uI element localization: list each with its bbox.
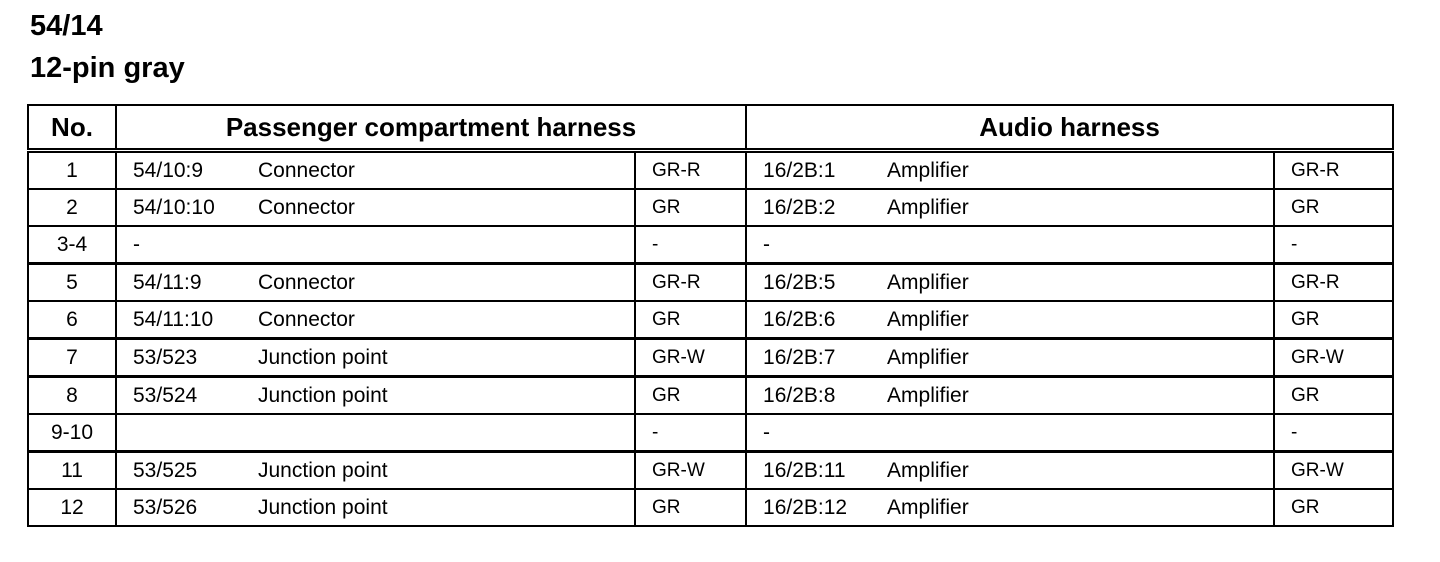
passenger-wire-color: GR [635, 189, 746, 226]
passenger-description: Junction point [258, 452, 635, 490]
passenger-code: - [116, 226, 258, 264]
table-row [28, 151, 1393, 190]
audio-code: 16/2B:12 [746, 489, 887, 526]
passenger-code: 54/10:9 [116, 151, 258, 190]
audio-code: 16/2B:11 [746, 452, 887, 490]
passenger-description: Junction point [258, 489, 635, 526]
audio-description: Amplifier [887, 301, 1274, 339]
audio-code: 16/2B:8 [746, 377, 887, 415]
audio-description: Amplifier [887, 264, 1274, 302]
table-row [28, 489, 1393, 526]
table-row [28, 339, 1393, 377]
audio-code: - [746, 414, 887, 452]
audio-description: Amplifier [887, 339, 1274, 377]
passenger-description [258, 226, 635, 264]
passenger-code: 53/524 [116, 377, 258, 415]
passenger-wire-color: GR [635, 489, 746, 526]
column-header-no: No. [28, 105, 116, 151]
audio-wire-color: GR-W [1274, 452, 1393, 490]
passenger-description: Connector [258, 151, 635, 190]
audio-code: 16/2B:1 [746, 151, 887, 190]
table-row [28, 301, 1393, 339]
pin-number: 7 [28, 339, 116, 377]
pin-number: 5 [28, 264, 116, 302]
passenger-code: 54/10:10 [116, 189, 258, 226]
table-row [28, 226, 1393, 264]
pinout-table [27, 104, 1394, 527]
table-row [28, 189, 1393, 226]
audio-description [887, 414, 1274, 452]
connector-description: 12-pin gray [30, 52, 185, 84]
passenger-code: 53/525 [116, 452, 258, 490]
pin-number: 11 [28, 452, 116, 490]
table-row [28, 377, 1393, 415]
pin-number: 1 [28, 151, 116, 190]
audio-wire-color: GR [1274, 301, 1393, 339]
passenger-description: Connector [258, 264, 635, 302]
audio-description: Amplifier [887, 489, 1274, 526]
audio-wire-color: GR-R [1274, 151, 1393, 190]
passenger-code [116, 414, 258, 452]
passenger-description: Connector [258, 301, 635, 339]
pin-number: 12 [28, 489, 116, 526]
audio-description: Amplifier [887, 377, 1274, 415]
audio-description: Amplifier [887, 151, 1274, 190]
audio-description [887, 226, 1274, 264]
pin-number: 2 [28, 189, 116, 226]
table-row [28, 414, 1393, 452]
audio-code: - [746, 226, 887, 264]
passenger-wire-color: - [635, 226, 746, 264]
passenger-description: Junction point [258, 377, 635, 415]
column-header-audio-harness: Audio harness [746, 105, 1393, 151]
audio-code: 16/2B:5 [746, 264, 887, 302]
passenger-wire-color: - [635, 414, 746, 452]
pin-number: 3-4 [28, 226, 116, 264]
passenger-description [258, 414, 635, 452]
passenger-code: 53/523 [116, 339, 258, 377]
pin-number: 9-10 [28, 414, 116, 452]
passenger-code: 53/526 [116, 489, 258, 526]
passenger-description: Junction point [258, 339, 635, 377]
audio-description: Amplifier [887, 452, 1274, 490]
passenger-wire-color: GR-W [635, 339, 746, 377]
audio-wire-color: - [1274, 226, 1393, 264]
connector-id-title: 54/14 [30, 10, 103, 42]
column-header-passenger-harness: Passenger compartment harness [116, 105, 746, 151]
pin-number: 8 [28, 377, 116, 415]
passenger-wire-color: GR-R [635, 151, 746, 190]
audio-wire-color: GR [1274, 189, 1393, 226]
passenger-description: Connector [258, 189, 635, 226]
audio-wire-color: GR [1274, 489, 1393, 526]
passenger-code: 54/11:10 [116, 301, 258, 339]
table-body [28, 151, 1393, 527]
pin-number: 6 [28, 301, 116, 339]
table-row [28, 264, 1393, 302]
passenger-wire-color: GR [635, 301, 746, 339]
table-header-row [28, 105, 1393, 151]
audio-code: 16/2B:6 [746, 301, 887, 339]
audio-code: 16/2B:2 [746, 189, 887, 226]
audio-code: 16/2B:7 [746, 339, 887, 377]
audio-wire-color: GR [1274, 377, 1393, 415]
audio-description: Amplifier [887, 189, 1274, 226]
passenger-code: 54/11:9 [116, 264, 258, 302]
audio-wire-color: GR-W [1274, 339, 1393, 377]
audio-wire-color: GR-R [1274, 264, 1393, 302]
passenger-wire-color: GR [635, 377, 746, 415]
audio-wire-color: - [1274, 414, 1393, 452]
passenger-wire-color: GR-R [635, 264, 746, 302]
passenger-wire-color: GR-W [635, 452, 746, 490]
table-row [28, 452, 1393, 490]
